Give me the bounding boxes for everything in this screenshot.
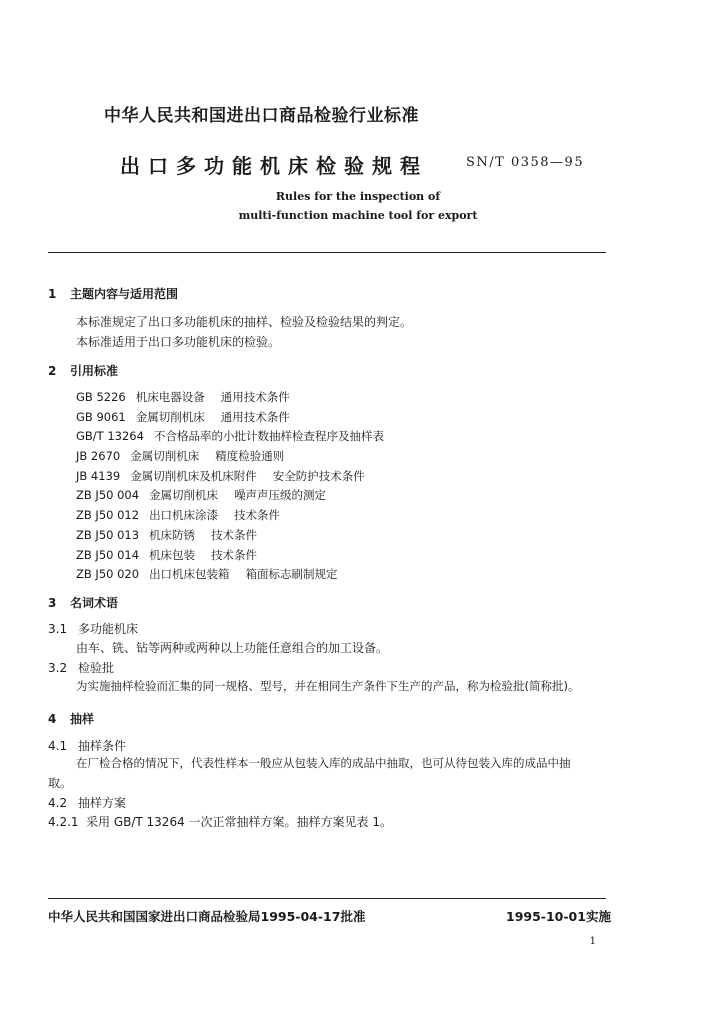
section-4-1-text: 在厂检合格的情况下，代表性样本一般应从包装入库的成品中抽取，也可从待包装入库的成品中抽 [76,756,571,770]
section-3-title: 名词术语 [70,596,119,610]
ref-code: GB 5226 [76,390,126,404]
reference-standards-list [76,388,400,585]
list-item [76,447,400,467]
ref-subtitle: 安全防护技术条件 [272,468,365,483]
ref-code: ZB J50 013 [76,527,140,542]
section-4-heading [48,710,94,727]
ref-subtitle: 技术条件 [234,508,281,523]
document-title: 出口多功能机床检验规程 [120,154,428,178]
page-number: 1 [589,936,596,947]
section-4-2-heading [48,794,126,811]
ref-title: 金属切削机床 [149,488,219,503]
list-item [76,486,400,506]
section-3-2-heading [48,659,114,676]
section-2-title: 引用标准 [70,364,119,378]
section-4-1-text-continued: 取。 [48,776,73,790]
ref-subtitle: 通用技术条件 [220,390,290,404]
ref-subtitle: 技术条件 [211,547,258,562]
section-4-1-term: 抽样条件 [78,739,127,753]
section-4-title: 抽样 [70,712,95,726]
section-2-number: 2 [48,364,57,378]
ref-code: GB 9061 [76,409,126,424]
industry-standard-title: 中华人民共和国进出口商品检验行业标准 [104,106,419,126]
approval-issuer: 中华人民共和国国家进出口商品检验局1995-04-17批准 [48,909,366,924]
ref-title: 金属切削机床及机床附件 [130,468,257,483]
list-item [76,467,400,487]
section-1-para-2: 本标准适用于出口多功能机床的检验。 [76,335,281,349]
ref-code: JB 4139 [76,468,121,483]
section-3-2-term: 检验批 [78,661,115,675]
ref-code: ZB J50 020 [76,567,140,582]
section-1-title: 主题内容与适用范围 [70,287,179,301]
section-3-1-definition: 由车、铣、钻等两种或两种以上功能任意组合的加工设备。 [76,641,389,655]
ref-code: GB/T 13264 [76,429,144,444]
english-title-line2: multi-function machine tool for export [238,209,478,222]
ref-code: ZB J50 004 [76,488,140,503]
effective-date: 1995-10-01实施 [506,909,611,924]
ref-title: 出口机床包装箱 [149,567,230,582]
english-title-line1: Rules for the inspection of [275,190,441,203]
list-item [76,506,400,526]
section-3-2-definition: 为实施抽样检验而汇集的同一规格、型号，并在相同生产条件下生产的产品，称为检验批(简称批)。 [76,679,580,693]
ref-code: ZB J50 012 [76,508,140,523]
ref-subtitle: 噪声声压级的测定 [234,488,327,503]
section-4-number: 4 [48,712,57,726]
section-3-heading [48,594,118,611]
ref-subtitle: 箱面标志刷制规定 [245,567,338,582]
section-1-heading [48,285,178,302]
section-3-1-number: 3.1 [48,622,68,636]
footer-divider [48,898,606,899]
list-item [76,388,400,408]
section-3-1-term: 多功能机床 [78,622,139,636]
section-3-1-heading [48,620,138,637]
ref-title: 出口机床涂漆 [149,508,219,523]
standard-code: SN/T 0358—95 [466,155,585,170]
ref-title: 机床电器设备 [135,390,205,404]
list-item [76,546,400,566]
ref-code: JB 2670 [76,449,121,464]
section-4-1-heading [48,737,126,754]
ref-title: 金属切削机床 [130,449,200,464]
ref-subtitle: 技术条件 [211,527,258,542]
list-item [76,408,400,428]
section-3-number: 3 [48,596,57,610]
ref-subtitle: 通用技术条件 [220,409,290,424]
section-1-para-1: 本标准规定了出口多功能机床的抽样、检验及检验结果的判定。 [76,315,413,329]
section-4-2-1 [48,813,392,830]
section-2-heading [48,362,118,379]
list-item [76,565,400,585]
ref-code: ZB J50 014 [76,547,140,562]
list-item [76,427,400,447]
section-3-2-number: 3.2 [48,661,68,675]
section-1-number: 1 [48,287,57,301]
section-4-2-1-number: 4.2.1 [48,815,79,829]
header-divider [48,252,606,253]
ref-title: 不合格品率的小批计数抽样检查程序及抽样表 [153,429,384,444]
section-4-1-number: 4.1 [48,739,68,753]
section-4-2-number: 4.2 [48,796,68,810]
section-4-2-term: 抽样方案 [78,796,127,810]
ref-title: 金属切削机床 [135,409,205,424]
section-4-2-1-text: 采用 GB/T 13264 一次正常抽样方案。抽样方案见表 1。 [86,815,392,829]
ref-title: 机床防锈 [149,527,196,542]
list-item [76,526,400,546]
ref-title: 机床包装 [149,547,196,562]
ref-subtitle: 精度检验通则 [215,449,285,464]
